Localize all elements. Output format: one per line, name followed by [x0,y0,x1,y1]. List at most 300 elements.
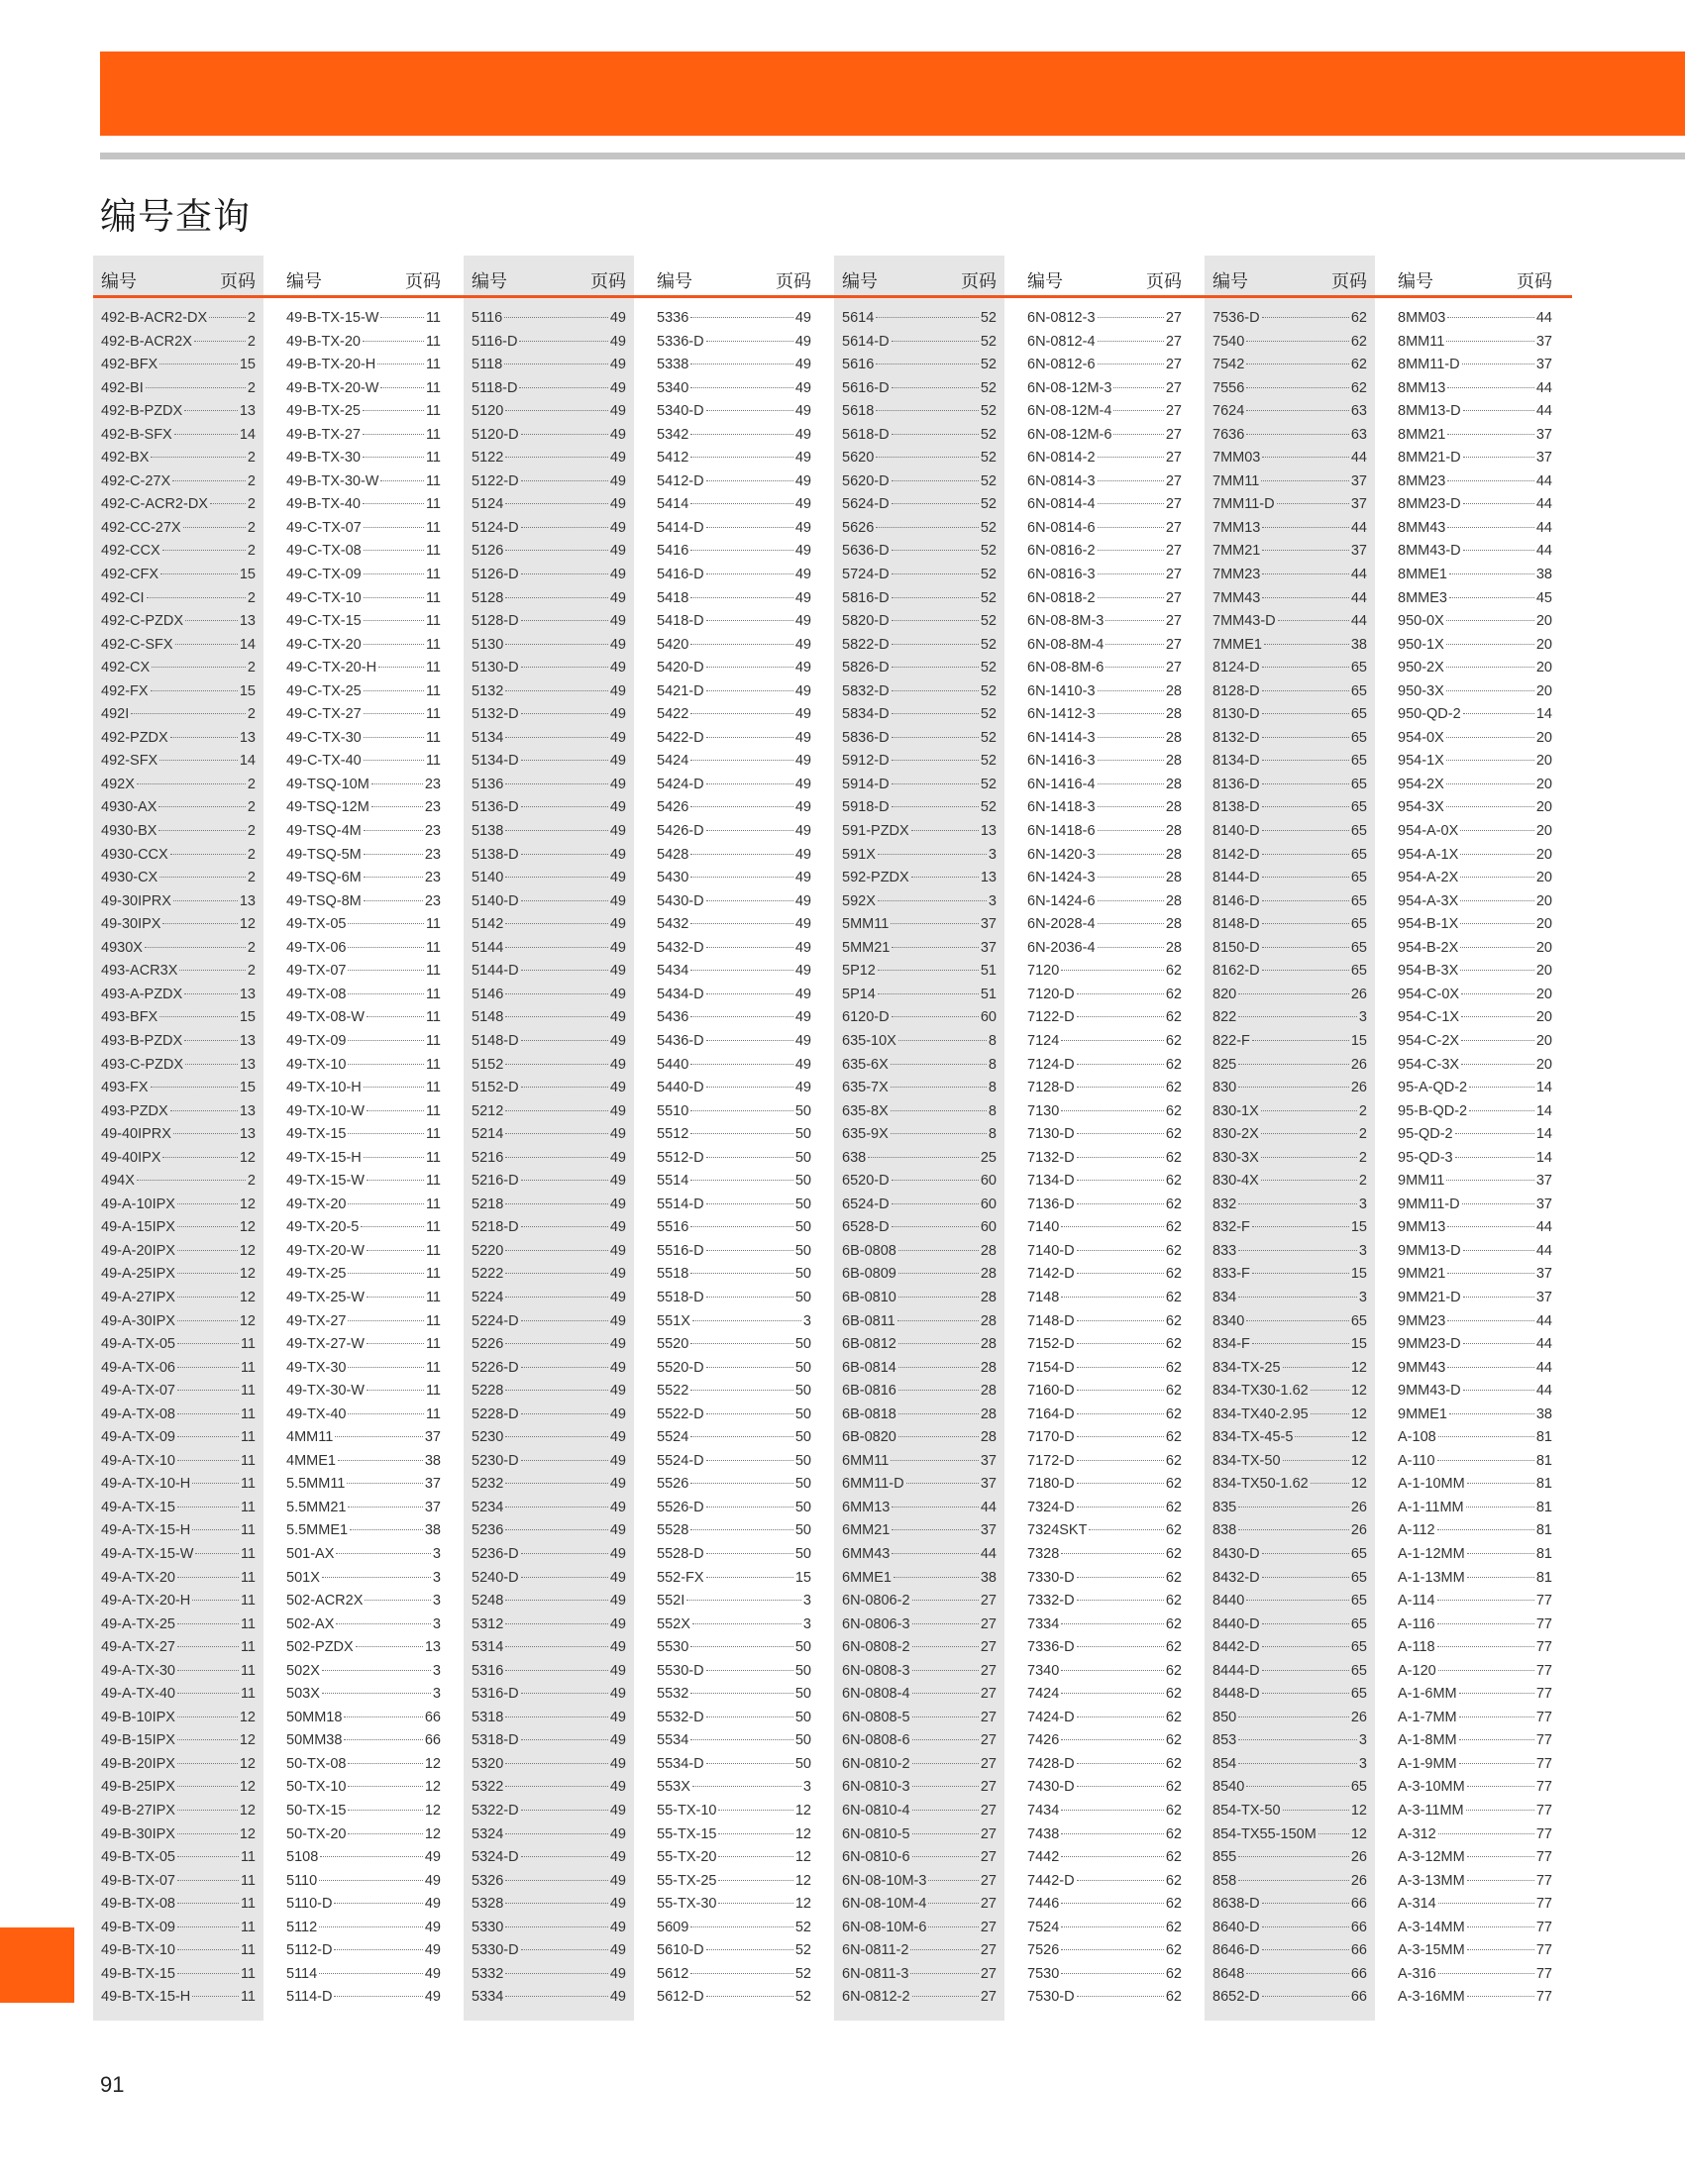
index-entry [472,517,626,541]
entry-page: 27 [980,1872,997,1889]
entry-code: 5614 [842,310,875,326]
dot-leader [1262,783,1349,784]
dot-leader [876,527,979,528]
index-entry [472,610,626,634]
index-entry [472,1426,626,1450]
dot-leader [505,947,608,948]
entry-page: 20 [1535,613,1552,630]
entry-code: 854 [1212,1755,1237,1772]
dot-leader [1463,1297,1534,1298]
index-table [93,256,1552,2021]
entry-code: 5.5MM21 [286,1499,347,1515]
entry-page: 12 [239,1825,256,1842]
entry-page: 62 [1350,379,1367,396]
entry-page: 11 [425,589,441,606]
entry-code: 55-TX-20 [657,1849,717,1866]
entry-code: 954-C-3X [1398,1056,1460,1073]
dot-leader [690,387,793,388]
index-entry [842,493,997,517]
entry-page: 49 [794,636,811,653]
entry-page: 65 [1350,1545,1367,1562]
entry-code: 6520-D [842,1173,890,1190]
index-entry [101,984,256,1007]
entry-code: A-1-6MM [1398,1686,1457,1703]
entry-page: 50 [794,1755,811,1772]
entry-code: 830-2X [1212,1126,1259,1143]
index-entry [1212,1077,1367,1100]
dot-leader [892,667,979,668]
entry-page: 65 [1350,892,1367,909]
index-entry [101,1380,256,1404]
index-entry [1027,1287,1182,1310]
entry-page: 44 [1535,1383,1552,1400]
entry-code: 5312 [472,1615,504,1632]
entry-page: 77 [1535,1896,1552,1913]
code-header: 编号 [1398,271,1433,291]
entry-code: 551X [657,1312,690,1329]
index-entry [1398,1194,1552,1217]
dot-leader [1246,434,1349,435]
index-entry [286,960,441,984]
index-entry [1212,377,1367,401]
entry-code: 49-C-TX-09 [286,567,362,583]
entry-code: 49-TX-10-H [286,1080,362,1096]
entry-page: 62 [1165,1102,1182,1119]
index-entry [101,564,256,587]
entry-page: 49 [609,1149,626,1166]
entry-code: 492-B-SFX [101,426,172,443]
dot-leader [505,597,608,598]
dot-leader [1061,1739,1164,1740]
index-entry [1398,1729,1552,1753]
entry-page: 49 [609,1989,626,2006]
dot-leader [348,1413,423,1414]
entry-code: 5612-D [657,1989,704,2006]
index-entry [657,1426,811,1450]
entry-page: 28 [1165,892,1182,909]
entry-page: 15 [1350,1336,1367,1353]
index-entry [842,937,997,961]
entry-code: 5914-D [842,776,890,792]
index-entry [286,844,441,868]
index-entry [286,750,441,774]
entry-page: 3 [1358,1009,1367,1026]
dot-leader [706,1460,793,1461]
index-entry [101,1823,256,1847]
entry-code: 5218-D [472,1219,519,1236]
entry-page: 50 [794,1686,811,1703]
dot-leader [692,1320,801,1321]
index-entry [472,937,626,961]
entry-code: 5230 [472,1429,504,1446]
entry-page: 50 [794,1102,811,1119]
index-entry [842,1986,997,2010]
entry-code: 9MM43 [1398,1359,1446,1376]
entry-page: 28 [1165,916,1182,933]
dot-leader [364,644,424,645]
entry-page: 77 [1535,1965,1552,1982]
entry-page: 13 [239,1102,256,1119]
entry-code: 502X [286,1662,320,1679]
index-entry [286,1986,441,2010]
index-entry [1212,331,1367,355]
entry-code: 5144 [472,939,504,956]
entry-code: 8MM11-D [1398,357,1460,373]
index-entry [657,1357,811,1381]
entry-code: 8MM13 [1398,379,1446,396]
entry-page: 28 [1165,729,1182,746]
entry-code: 493-A-PZDX [101,986,183,1002]
index-entry [842,1660,997,1684]
entry-page: 11 [425,1312,441,1329]
dot-leader [348,1133,423,1134]
dot-leader [878,900,987,901]
entry-page: 49 [609,1499,626,1515]
dot-leader [1446,806,1534,807]
entry-code: 49-TX-08-W [286,1009,365,1026]
index-entry [101,960,256,984]
index-entry [101,424,256,448]
entry-code: 8640-D [1212,1919,1260,1935]
entry-page: 51 [980,986,997,1002]
index-entry [286,1707,441,1730]
dot-leader [912,1646,979,1647]
dot-leader [1077,1507,1164,1508]
dot-leader [706,620,793,621]
entry-list [842,307,997,2010]
entry-page: 49 [609,939,626,956]
entry-code: 6N-1416-3 [1027,753,1096,770]
page-header: 页码 [776,271,811,291]
entry-page: 49 [609,1359,626,1376]
dot-leader [892,434,979,435]
entry-page: 12 [239,1755,256,1772]
dot-leader [177,1577,239,1578]
entry-code: 822 [1212,1009,1237,1026]
entry-page: 27 [980,1755,997,1772]
dot-leader [686,1600,801,1601]
entry-code: 49-TX-40 [286,1405,347,1422]
entry-page: 27 [1165,333,1182,350]
entry-page: 13 [239,1126,256,1143]
entry-page: 11 [240,1593,256,1610]
dot-leader [1098,877,1164,878]
index-entry [1027,796,1182,820]
entry-page: 66 [1350,1965,1367,1982]
index-entry [101,1404,256,1427]
entry-page: 3 [432,1569,441,1586]
entry-code: 95-A-QD-2 [1398,1080,1468,1096]
dot-leader [892,573,979,574]
entry-page: 12 [794,1896,811,1913]
entry-code: 7334 [1027,1615,1060,1632]
entry-page: 77 [1535,1662,1552,1679]
dot-leader [706,667,793,668]
entry-page: 11 [240,1405,256,1422]
dot-leader [521,970,608,971]
entry-page: 27 [1165,613,1182,630]
index-entry [1027,1216,1182,1240]
entry-page: 12 [239,1196,256,1212]
entry-code: 6N-0808-2 [842,1639,910,1656]
dot-leader [690,1390,793,1391]
entry-code: 954-A-0X [1398,823,1459,840]
index-entry [101,1660,256,1684]
entry-page: 49 [609,1242,626,1259]
dot-leader [335,1436,423,1437]
index-entry [286,1939,441,1963]
entry-code: 9MM23 [1398,1312,1446,1329]
entry-page: 49 [609,1593,626,1610]
entry-page: 49 [794,567,811,583]
dot-leader [336,1553,431,1554]
entry-code: 502-PZDX [286,1639,354,1656]
index-entry [101,1310,256,1334]
entry-code: 5.5MM11 [286,1476,346,1493]
index-entry [286,331,441,355]
index-entry [286,1240,441,1264]
entry-code: 7MM03 [1212,450,1261,467]
index-entry [286,890,441,914]
dot-leader [322,1670,431,1671]
dot-leader [1246,387,1349,388]
index-entry [842,1030,997,1054]
entry-page: 26 [1350,1080,1367,1096]
entry-page: 13 [239,403,256,420]
entry-code: 7434 [1027,1803,1060,1819]
dot-leader [718,1903,792,1904]
entry-page: 62 [1165,1569,1182,1586]
entry-page: 2 [247,310,256,326]
dot-leader [344,1716,422,1717]
dot-leader [151,457,246,458]
entry-page: 44 [1535,496,1552,513]
dot-leader [1262,667,1349,668]
index-entry [101,867,256,890]
dot-leader [1446,783,1534,784]
entry-page: 49 [794,986,811,1002]
entry-code: 8130-D [1212,706,1260,723]
index-entry [1398,1613,1552,1637]
index-entry [472,1077,626,1100]
index-entry [101,1986,256,2010]
entry-page: 20 [1535,753,1552,770]
dot-leader [1438,1436,1534,1437]
dot-leader [1460,900,1534,901]
entry-page: 2 [247,589,256,606]
dot-leader [706,947,793,948]
index-entry [472,1497,626,1520]
entry-page: 27 [1165,636,1182,653]
index-entry [472,1870,626,1894]
entry-code: 6B-0820 [842,1429,896,1446]
entry-page: 65 [1350,963,1367,980]
dot-leader [690,1180,793,1181]
entry-code: 5832-D [842,682,890,699]
entry-code: 49-B-TX-09 [101,1919,175,1935]
entry-code: 503X [286,1686,320,1703]
index-entry [1027,1380,1182,1404]
dot-leader [912,1623,979,1624]
entry-page: 50 [794,1289,811,1305]
entry-page: 49 [609,1965,626,1982]
entry-page: 11 [425,1102,441,1119]
entry-code: 830-1X [1212,1102,1259,1119]
entry-code: 49-A-TX-15-W [101,1545,194,1562]
dot-leader [690,923,793,924]
entry-page: 37 [1535,1266,1552,1283]
entry-page: 28 [1165,682,1182,699]
index-entry [1398,890,1552,914]
entry-code: 8MM43-D [1398,543,1461,560]
dot-leader [380,387,423,388]
entry-page: 49 [794,1009,811,1026]
entry-page: 49 [609,496,626,513]
index-entry [286,1846,441,1870]
dot-leader [521,760,608,761]
entry-code: 5420 [657,636,689,653]
dot-leader [1113,434,1163,435]
dot-leader [1106,620,1164,621]
index-entry [1212,1683,1367,1707]
entry-page: 27 [1165,660,1182,676]
index-entry [657,1404,811,1427]
entry-page: 49 [609,1080,626,1096]
dot-leader [706,830,793,831]
entry-code: 6MM43 [842,1545,891,1562]
dot-leader [1098,947,1164,948]
index-entry [1398,1030,1552,1054]
entry-page: 77 [1535,1942,1552,1959]
entry-page: 49 [609,1709,626,1725]
dot-leader [892,644,979,645]
index-entry [286,1917,441,1940]
entry-page: 62 [1165,1593,1182,1610]
entry-code: 5236-D [472,1545,519,1562]
entry-code: 5518 [657,1266,689,1283]
index-entry [472,1543,626,1567]
index-entry [1212,1939,1367,1963]
index-entry [842,1567,997,1591]
index-entry [657,400,811,424]
dot-leader [1262,1949,1349,1950]
index-entry [842,1333,997,1357]
dot-leader [348,1810,422,1811]
entry-page: 14 [239,636,256,653]
index-entry [842,1123,997,1147]
index-entry [1027,1426,1182,1450]
entry-page: 12 [794,1803,811,1819]
index-entry [1212,844,1367,868]
entry-page: 49 [794,1080,811,1096]
entry-code: 492-C-ACR2-DX [101,496,208,513]
entry-code: 5318 [472,1709,504,1725]
dot-leader [160,573,238,574]
entry-code: 950-3X [1398,682,1444,699]
dot-leader [718,1810,792,1811]
index-entry [1398,1054,1552,1078]
entry-code: 5P14 [842,986,876,1002]
index-entry [1398,1497,1552,1520]
entry-page: 20 [1535,939,1552,956]
entry-page: 13 [239,1032,256,1049]
dot-leader [892,947,979,948]
index-entry [286,1006,441,1030]
entry-code: 6N-08-12M-4 [1027,403,1112,420]
entry-code: 7438 [1027,1825,1060,1842]
entry-page: 27 [1165,472,1182,489]
entry-code: 5436 [657,1009,689,1026]
entry-page: 3 [432,1615,441,1632]
entry-page: 49 [794,310,811,326]
entry-page: 49 [794,729,811,746]
dot-leader [170,1110,238,1111]
index-entry [1398,540,1552,564]
dot-leader [892,387,979,388]
index-entry [842,1707,997,1730]
index-entry [472,1986,626,2010]
entry-code: 8142-D [1212,846,1260,863]
entry-list [1027,307,1182,2010]
entry-code: 5120-D [472,426,519,443]
entry-code: 6N-0814-6 [1027,519,1096,536]
index-entry [1027,1077,1182,1100]
entry-code: 49-B-TX-15-W [286,310,379,326]
dot-leader [1238,1880,1349,1881]
dot-leader [1261,1133,1357,1134]
entry-page: 49 [794,753,811,770]
index-entry [657,1216,811,1240]
entry-code: 5316-D [472,1686,519,1703]
index-entry [1398,1310,1552,1334]
dot-leader [1463,1390,1534,1391]
index-entry [1398,1986,1552,2010]
dot-leader [1077,1880,1164,1881]
index-entry [286,1800,441,1823]
entry-code: 5520-D [657,1359,704,1376]
entry-code: 6N-0814-4 [1027,496,1096,513]
entry-page: 15 [1350,1219,1367,1236]
index-entry [101,1006,256,1030]
index-entry [1027,1170,1182,1194]
index-entry [472,1776,626,1800]
dot-leader [1238,1064,1349,1065]
dot-leader [891,1110,987,1111]
entry-code: 552I [657,1593,685,1610]
entry-page: 49 [794,472,811,489]
dot-leader [892,620,979,621]
entry-page: 13 [239,613,256,630]
entry-code: 8136-D [1212,776,1260,792]
index-entry [1027,1660,1182,1684]
entry-code: 6N-0818-2 [1027,589,1096,606]
index-entry [1027,913,1182,937]
entry-code: 7MM13 [1212,519,1261,536]
index-entry [657,307,811,331]
index-entry [1027,844,1182,868]
index-entry [101,703,256,727]
dot-leader [706,1507,793,1508]
dot-leader [892,690,979,691]
entry-code: 6N-0810-4 [842,1803,910,1819]
entry-code: 825 [1212,1056,1237,1073]
entry-page: 28 [1165,870,1182,886]
entry-code: 5820-D [842,613,890,630]
dot-leader [177,1973,239,1974]
dot-leader [192,1483,239,1484]
index-entry [1398,820,1552,844]
entry-code: 5522 [657,1383,689,1400]
